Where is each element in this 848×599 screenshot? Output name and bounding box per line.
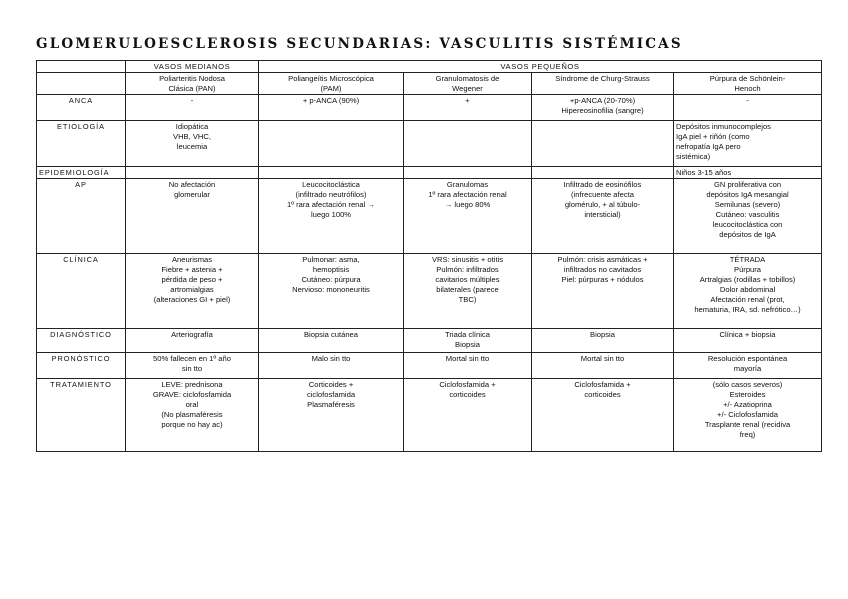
group-header-row	[37, 61, 822, 73]
cell-line: Malo sin tto	[311, 353, 351, 363]
tratamiento-pam	[259, 379, 404, 452]
row-label-etiologia: ETIOLOGÍA	[37, 121, 126, 167]
cell-line: Afectación renal (prot,	[710, 295, 785, 305]
cell-line: hematuria, IRA, sd. nefrótico…)	[694, 305, 801, 315]
ap-wegener	[404, 179, 532, 254]
clinica-wegener	[404, 254, 532, 329]
tratamiento-wegener	[404, 379, 532, 452]
etiologia-pan	[126, 121, 259, 167]
cell-line: bilaterales (parece	[436, 285, 499, 295]
cell-line: Mortal sin tto	[445, 353, 490, 363]
cell-line: Leucocitoclástica	[302, 179, 360, 189]
cell-line: Hipereosinofilia (sangre)	[561, 105, 644, 115]
cell-line: Infiltrado de eosinófilos	[563, 179, 642, 189]
etiologia-pam	[259, 121, 404, 167]
row-label-diagnostico: DIAGNÓSTICO	[37, 329, 126, 353]
row-ap	[37, 179, 822, 254]
row-etiologia	[37, 121, 822, 167]
cell-line: TÉTRADA	[729, 254, 766, 264]
cell-line: Cutáneo: púrpura	[301, 275, 361, 285]
row-diagnostico	[37, 329, 822, 353]
cell-line: Fiebre + astenia +	[161, 264, 223, 274]
vasculitis-table	[36, 60, 822, 452]
cell-line: corticoides	[449, 389, 486, 399]
row-tratamiento	[37, 379, 822, 452]
cell-line: GN proliferativa con	[713, 179, 782, 189]
cell-line: (infiltrado neutrófilos)	[295, 189, 367, 199]
clinica-pan	[126, 254, 259, 329]
cell-line: Nervioso: mononeuritis	[292, 285, 370, 295]
cell-line: Poliangeítis Microscópica	[288, 73, 374, 83]
anca-churg-strauss	[532, 95, 674, 121]
cell-line: No afectación	[168, 179, 216, 189]
cell-line: Resolución espontánea	[707, 353, 788, 363]
cell-line: 1º rara afectación renal →	[286, 200, 376, 210]
column-pam-header	[259, 73, 404, 95]
diagnostico-wegener	[404, 329, 532, 353]
corner-cell	[37, 73, 126, 95]
anca-pan	[126, 95, 259, 121]
cell-line: Arteriografía	[171, 329, 213, 339]
page-title: GLOMERULOESCLEROSIS SECUNDARIAS: VASCULITIS SISTÉMICAS	[36, 36, 683, 52]
cell-line: GRAVE: ciclofosfamida	[152, 389, 232, 399]
cell-line: Triada clínica	[445, 329, 490, 339]
row-label-ap: AP	[37, 179, 126, 254]
cell-line: VRS: sinusitis + otitis	[431, 254, 504, 264]
ap-pam	[259, 179, 404, 254]
cell-line: Depósitos inmunocomplejos	[676, 121, 771, 131]
cell-line: +	[465, 95, 470, 105]
cell-line: 1º rara afectación renal	[428, 189, 507, 199]
cell-line: ciclofosfamida	[306, 389, 356, 399]
pronostico-pam	[259, 353, 404, 379]
tratamiento-churg-strauss	[532, 379, 674, 452]
cell-line: Plasmaféresis	[307, 400, 355, 410]
cell-line: Cutáneo: vasculitis	[715, 210, 780, 220]
anca-wegener	[404, 95, 532, 121]
cell-line: Piel: púrpuras + nódulos	[561, 275, 644, 285]
cell-line: Semilunas (severo)	[714, 200, 781, 210]
cell-line: -	[746, 95, 749, 105]
cell-line: Biopsia cutánea	[303, 329, 359, 339]
diagnostico-pam	[259, 329, 404, 353]
row-label-tratamiento: TRATAMIENTO	[37, 379, 126, 452]
cell-line: Dolor abdominal	[719, 285, 776, 295]
column-header-row	[37, 73, 822, 95]
cell-line: IgA piel + riñón (como	[676, 131, 750, 141]
cell-line: Pulmón: crisis asmáticas +	[557, 254, 648, 264]
cell-line: TBC)	[458, 295, 477, 305]
anca-schonlein-henoch	[674, 95, 822, 121]
cell-line: Clínica + biopsia	[719, 329, 776, 339]
cell-line: porque no hay ac)	[161, 420, 223, 430]
cell-line: 50% fallecen en 1º año	[153, 353, 231, 363]
cell-line: Trasplante renal (recidiva	[704, 420, 791, 430]
cell-line: sistémica)	[676, 152, 711, 162]
cell-line: oral	[185, 400, 199, 410]
row-label-clinica: CLÍNICA	[37, 254, 126, 329]
column-schonlein-henoch-header	[674, 73, 822, 95]
clinica-pam	[259, 254, 404, 329]
etiologia-churg-strauss	[532, 121, 674, 167]
cell-line: Síndrome de Churg-Strauss	[555, 73, 650, 83]
cell-line: leucocitoclástica con	[712, 220, 783, 230]
pronostico-churg-strauss	[532, 353, 674, 379]
epidemiologia-schonlein-henoch	[674, 167, 822, 179]
cell-line: → luego 80%	[444, 200, 491, 210]
clinica-schonlein-henoch	[674, 254, 822, 329]
ap-churg-strauss	[532, 179, 674, 254]
cell-line: leucemia	[176, 141, 208, 151]
cell-line: hemoptisis	[312, 264, 350, 274]
pronostico-schonlein-henoch	[674, 353, 822, 379]
cell-line: Biopsia	[590, 329, 615, 339]
cell-line: Idiopática	[175, 121, 209, 131]
cell-line: depósitos IgA mesangial	[706, 189, 789, 199]
cell-line: Aneurismas	[171, 254, 213, 264]
cell-line: Púrpura de Schönlein-	[709, 73, 786, 83]
cell-line: Púrpura	[734, 264, 762, 274]
cell-line: (No plasmaféresis	[161, 410, 223, 420]
cell-line: luego 100%	[310, 210, 352, 220]
column-pan-header	[126, 73, 259, 95]
cell-line: cavitarios múltiples	[435, 275, 500, 285]
row-label-pronostico: PRONÓSTICO	[37, 353, 126, 379]
row-epidemiologia	[37, 167, 822, 179]
cell-line: Biopsia	[455, 339, 480, 349]
anca-pam	[259, 95, 404, 121]
cell-line: sin tto	[181, 363, 203, 373]
row-label-anca: ANCA	[37, 95, 126, 121]
cell-line: intersticial)	[584, 210, 621, 220]
cell-line: depósitos de IgA	[719, 230, 776, 240]
cell-line: Granulomas	[446, 179, 489, 189]
cell-line: (PAM)	[320, 83, 342, 93]
cell-line: Pulmonar: asma,	[302, 254, 360, 264]
cell-line: (sólo casos severos)	[712, 379, 783, 389]
epidemiologia-churg-strauss	[532, 167, 674, 179]
cell-line: Ciclofosfamida +	[439, 379, 496, 389]
cell-line: +/- Azatioprina	[723, 400, 772, 410]
cell-line: Clásica (PAN)	[168, 83, 216, 93]
cell-line: infiltrados no cavitados	[563, 264, 642, 274]
group-vasos-pequenos: VASOS PEQUEÑOS	[259, 61, 822, 73]
ap-pan	[126, 179, 259, 254]
cell-line: Ciclofosfamida +	[574, 379, 631, 389]
cell-line: Granulomatosis de	[435, 73, 500, 83]
cell-line: + p-ANCA (90%)	[302, 95, 360, 105]
cell-line: corticoides	[584, 389, 621, 399]
group-vasos-medianos: VASOS MEDIANOS	[126, 61, 259, 73]
diagnostico-pan	[126, 329, 259, 353]
cell-line: Corticoides +	[308, 379, 354, 389]
cell-line: +p-ANCA (20-70%)	[569, 95, 636, 105]
row-anca	[37, 95, 822, 121]
cell-line: Wegener	[452, 83, 483, 93]
tratamiento-pan	[126, 379, 259, 452]
column-wegener-header	[404, 73, 532, 95]
pronostico-wegener	[404, 353, 532, 379]
diagnostico-schonlein-henoch	[674, 329, 822, 353]
column-churg-strauss-header	[532, 73, 674, 95]
cell-line: (infrecuente afecta	[571, 189, 634, 199]
cell-line: Henoch	[734, 83, 761, 93]
row-pronostico	[37, 353, 822, 379]
cell-line: mayoría	[733, 363, 762, 373]
cell-line: nefropatía IgA pero	[676, 141, 741, 151]
pronostico-pan	[126, 353, 259, 379]
cell-line: VHB, VHC,	[173, 131, 211, 141]
corner-cell	[37, 61, 126, 73]
cell-line: (alteraciones GI + piel)	[153, 295, 231, 305]
cell-line: glomerular	[174, 189, 210, 199]
cell-line: Pulmón: infiltrados	[436, 264, 499, 274]
tratamiento-schonlein-henoch	[674, 379, 822, 452]
clinica-churg-strauss	[532, 254, 674, 329]
cell-line: Niños 3-15 años	[676, 167, 732, 177]
cell-line: Mortal sin tto	[580, 353, 625, 363]
diagnostico-churg-strauss	[532, 329, 674, 353]
cell-line: glomérulo, + al túbulo-	[564, 200, 641, 210]
cell-line: LEVE: prednisona	[161, 379, 223, 389]
etiologia-wegener	[404, 121, 532, 167]
cell-line: freq)	[739, 430, 756, 440]
epidemiologia-wegener	[404, 167, 532, 179]
cell-line: pérdida de peso +	[161, 275, 223, 285]
epidemiologia-pam	[259, 167, 404, 179]
cell-line: Poliarteritis Nodosa	[159, 73, 225, 83]
cell-line: Artralgias (rodillas + tobillos)	[699, 275, 796, 285]
cell-line: artromialgias	[170, 285, 214, 295]
cell-line: +/- Ciclofosfamida	[717, 410, 778, 420]
row-label-epidemiologia: EPIDEMIOLOGÍA	[37, 167, 126, 179]
epidemiologia-pan	[126, 167, 259, 179]
ap-schonlein-henoch	[674, 179, 822, 254]
etiologia-schonlein-henoch	[674, 121, 822, 167]
cell-line: -	[190, 95, 194, 105]
cell-line: Esteroides	[729, 389, 766, 399]
row-clinica	[37, 254, 822, 329]
